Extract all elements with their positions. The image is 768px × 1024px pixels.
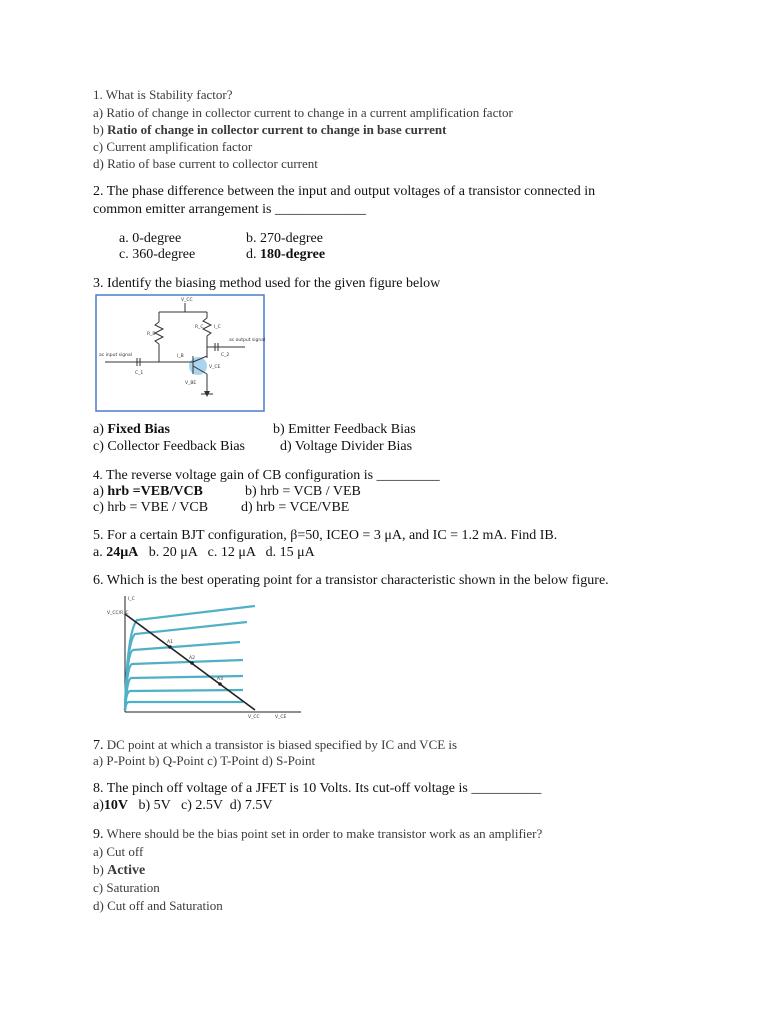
q3-option-a-prefix: a) [93,422,104,437]
q3-option-d: d) Voltage Divider Bias [280,439,413,454]
curve-6 [125,690,243,710]
q1-option-b [93,121,447,138]
label-vcc: V_CC [181,298,193,303]
q8-question [93,780,541,797]
q1-option-b-answer: Ratio of change in collector current to change in base current [107,122,447,137]
q5-text: For a certain BJT configuration, β=50, ICEO = 3 μA, and IC = 1.2 mA. Find IB. [107,528,558,543]
q2-question-line1 [93,183,595,200]
q5-other-options: b. 20 μA c. 12 μA d. 15 μA [148,545,315,560]
q4-option-c: c) hrb = VBE / VCB [93,500,209,515]
q2-option-b: b. 270-degree [246,231,323,246]
q8-other-options: b) 5V c) 2.5V d) 7.5V [138,798,273,813]
q4-option-a [93,483,203,500]
label-c2: C_2 [221,353,230,358]
label-vce-axis: V_CE [275,715,287,720]
q4-option-a-prefix: a) [93,484,104,499]
label-rc: R_C [195,325,204,330]
output-characteristics-figure [105,592,305,720]
q1-option-c: c) Current amplification factor [93,139,253,154]
label-ib: I_B [177,354,184,359]
q2-question-line2: common emitter arrangement is _____________ [93,202,366,217]
q2-option-c: c. 360-degree [119,247,196,262]
q5-options [93,544,315,561]
q3-option-c: c) Collector Feedback Bias [93,439,246,454]
q2-option-d-prefix: d. [246,247,257,262]
label-c1: C_1 [135,371,144,376]
q4-option-b: b) hrb = VCB / VEB [245,484,361,499]
q8-text: The pinch off voltage of a JFET is 10 Volts. Its cut-off voltage is __________ [106,781,542,796]
q8-option-a-answer: 10V [103,798,129,813]
q5-option-a-answer: 24μA [106,545,139,560]
q2-option-d [246,246,325,263]
q3-option-a [93,421,170,438]
label-a2: A2 [189,656,195,661]
fixed-bias-circuit-figure [95,294,265,412]
q4-question [93,466,440,484]
q9-option-b-answer: Active [107,863,146,878]
label-a3: A3 [217,677,223,682]
label-a1: A1 [167,640,173,645]
q8-number: 8. [93,781,104,796]
q1-number: 1. [93,87,103,102]
q9-option-b-prefix: b) [93,862,104,877]
q2-text-line1: The phase difference between the input and output voltages of a transistor connected in [106,184,596,199]
q6-question [93,572,609,589]
q3-option-b: b) Emitter Feedback Bias [273,422,416,437]
q9-text: Where should be the bias point set in order to make transistor work as an amplifier? [106,826,543,841]
q8-option-a-prefix: a) [93,798,104,813]
q4-number: 4. [93,467,103,482]
q3-question [93,275,440,292]
curve-5 [125,676,243,710]
q9-option-c: c) Saturation [93,880,160,895]
label-input-signal: ac input signal [99,353,132,358]
q6-text: Which is the best operating point for a transistor characteristic shown in the below figure. [106,573,609,588]
label-vbe: V_BE [185,381,197,386]
q7-number: 7. [93,738,104,753]
q1-option-b-prefix: b) [93,122,104,137]
q9-number: 9. [93,827,104,842]
q7-text: DC point at which a transistor is biased specified by IC and VCE is [106,737,458,752]
q1-option-d: d) Ratio of base current to collector current [93,156,318,171]
q4-option-a-answer: hrb =VEB/VCB [107,484,203,499]
q9-question [93,825,542,843]
q2-option-d-answer: 180-degree [260,247,326,262]
label-ic: I_C [214,325,221,330]
q3-text: Identify the biasing method used for the given figure below [107,276,441,291]
label-output-signal: ac output signal [229,338,265,343]
q5-number: 5. [93,528,104,543]
q7-options: a) P-Point b) Q-Point c) T-Point d) S-Point [93,753,316,768]
q9-option-d: d) Cut off and Saturation [93,898,223,913]
q1-question [93,86,232,103]
q3-number: 3. [93,276,104,291]
q2-number: 2. [93,184,104,199]
label-vce: V_CE [209,365,221,370]
q1-option-a: a) Ratio of change in collector current to change in a current amplification factor [93,105,513,120]
q3-option-a-answer: Fixed Bias [107,422,171,437]
curve-2 [125,622,247,710]
q9-option-a: a) Cut off [93,844,144,859]
q9-option-b [93,861,145,879]
label-vcc: V_CC [248,715,260,720]
q4-text: The reverse voltage gain of CB configuration is _________ [106,468,440,483]
q6-number: 6. [93,573,104,588]
point-a3 [218,682,222,686]
label-ic-axis: I_C [128,597,135,602]
point-a1 [168,645,172,649]
label-rb: R_B [147,332,156,337]
point-a2 [190,661,194,665]
q1-text: What is Stability factor? [105,87,233,102]
q4-option-d: d) hrb = VCE/VBE [241,500,350,515]
q5-question [93,527,557,544]
q8-options [93,797,273,814]
curve-7 [125,702,243,710]
label-vcc-rc: V_CC/R_C [107,611,129,616]
q2-option-a: a. 0-degree [119,231,182,246]
q5-option-a-prefix: a. [93,545,103,560]
